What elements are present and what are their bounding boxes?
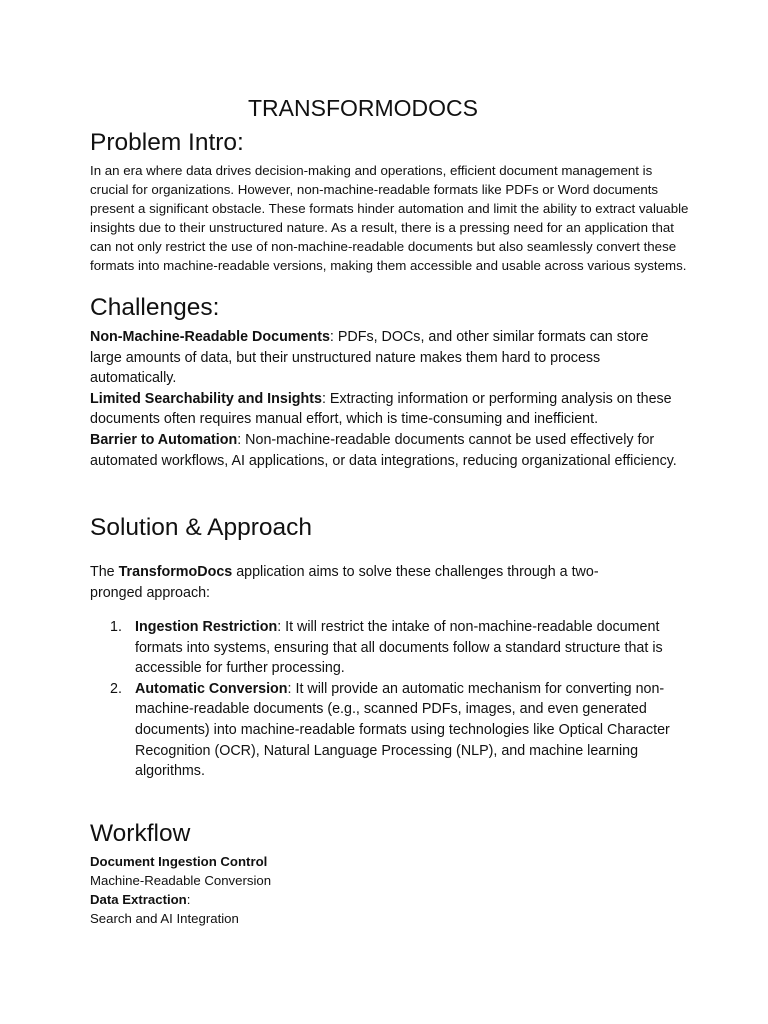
- challenge-item: [90, 430, 680, 471]
- workflow-heading: Workflow: [90, 820, 191, 847]
- challenge-item: [90, 389, 680, 430]
- solution-steps-list: [110, 617, 690, 782]
- challenge-text: : Extracting information or performing analysis on these documents often requires manual effort, which is time-consuming and inefficient.: [90, 390, 672, 428]
- step-term: Automatic Conversion: [135, 680, 288, 697]
- solution-step: [110, 617, 690, 679]
- workflow-list: [90, 852, 490, 928]
- problem-intro-heading: Problem Intro:: [90, 129, 244, 156]
- challenge-term: Barrier to Automation: [90, 431, 238, 448]
- step-text: : It will restrict the intake of non-machine-readable document formats into systems, ensuring that all documents follow a standard structure that is accessible for further processing.: [135, 619, 663, 677]
- challenge-term: Non-Machine-Readable Documents: [90, 329, 330, 345]
- solution-intro: [90, 562, 610, 603]
- workflow-item: Document Ingestion Control: [90, 854, 268, 869]
- solution-intro-post: application aims to solve these challenges through a two-pronged approach:: [90, 564, 599, 601]
- step-number: 2.: [110, 680, 122, 697]
- challenge-text: : PDFs, DOCs, and other similar formats can store large amounts of data, but their unstructured nature makes them hard to process automatically.: [90, 329, 649, 387]
- step-number: 1.: [110, 619, 122, 635]
- challenges-heading: Challenges:: [90, 294, 220, 321]
- workflow-item: Data Extraction:: [90, 892, 191, 907]
- solution-intro-pre: The: [90, 564, 119, 580]
- problem-intro-paragraph: In an era where data drives decision-making and operations, efficient document management is crucial for organizations. However, non-machine-readable formats like PDFs or Word documents present a significant obstacle. These formats hinder automation and limit the ability to extract valuable insights due to their unstructured nature. As a result, there is a pressing need for an application that can not only restrict the use of non-machine-readable documents but also seamlessly convert these formats into machine-readable versions, making them accessible and usable across various systems.: [90, 163, 689, 273]
- workflow-item: Machine-Readable Conversion: [90, 873, 272, 888]
- step-text: : It will provide an automatic mechanism for converting non-machine-readable documents (e.g., scanned PDFs, images, and even generated documents) into machine-readable formats using technologies like Optical Character Recognition (OCR), Natural Language Processing (NLP), and machine learning algorithms.: [135, 680, 670, 780]
- challenge-text: : Non-machine-readable documents cannot be used effectively for automated workflows, AI applications, or data integrations, reducing organizational efficiency.: [90, 431, 677, 469]
- solution-step: [110, 679, 690, 782]
- challenges-list: [90, 327, 680, 471]
- challenge-term: Limited Searchability and Insights: [90, 390, 322, 407]
- solution-heading: Solution & Approach: [90, 514, 313, 541]
- solution-app-name: TransformoDocs: [118, 564, 233, 580]
- workflow-item: Search and AI Integration: [90, 911, 239, 926]
- step-term: Ingestion Restriction: [135, 619, 278, 635]
- document-title: TRANSFORMODOCS: [248, 95, 478, 121]
- challenge-item: [90, 327, 680, 389]
